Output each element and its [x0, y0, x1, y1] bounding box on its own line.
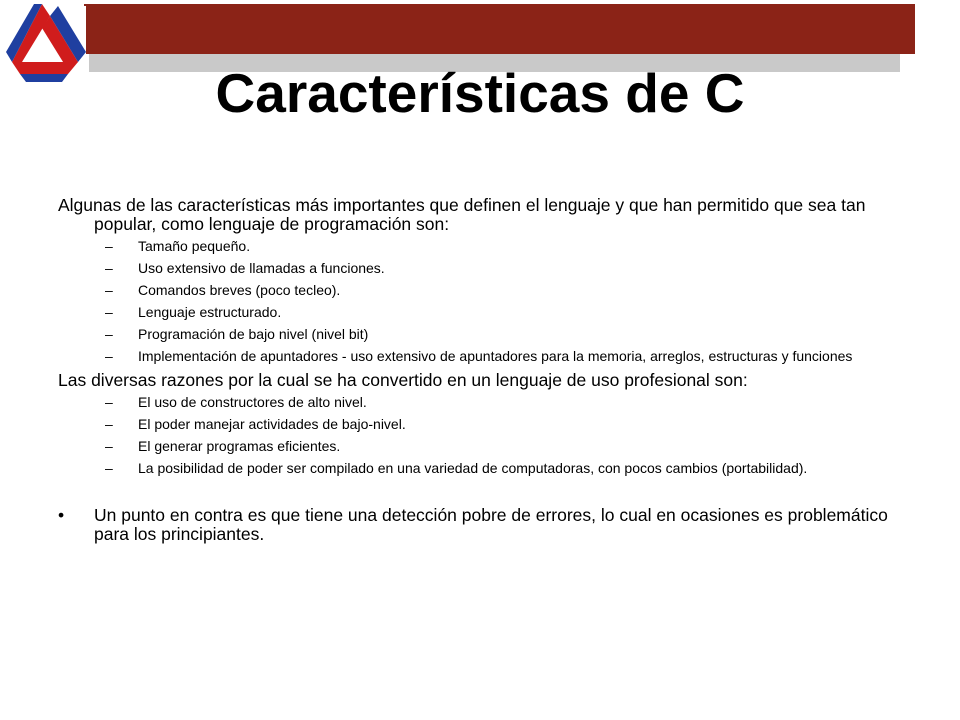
list-item	[58, 461, 908, 476]
list-item-text: Comandos breves (poco tecleo).	[138, 282, 341, 298]
list-item-text: Lenguaje estructurado.	[138, 304, 282, 320]
reasons-intro: Las diversas razones por la cual se ha convertido en un lenguaje de uso profesional son:	[58, 370, 748, 390]
list-item-text: El uso de constructores de alto nivel.	[138, 394, 367, 410]
dash-marker: –	[105, 304, 113, 320]
list-item	[58, 417, 908, 432]
con-bullet	[58, 506, 908, 544]
dash-marker: –	[105, 416, 113, 432]
dash-marker: –	[105, 326, 113, 342]
reasons-list	[58, 395, 908, 476]
list-item-text: Programación de bajo nivel (nivel bit)	[138, 326, 369, 342]
slide-title: Características de C	[215, 62, 745, 124]
con-text: Un punto en contra es que tiene una detección pobre de errores, lo cual en ocasiones es problemático para los principiantes.	[94, 505, 888, 544]
list-item-text: El poder manejar actividades de bajo-nivel.	[138, 416, 406, 432]
list-item-text: Uso extensivo de llamadas a funciones.	[138, 260, 385, 276]
dash-marker: –	[105, 460, 113, 476]
list-item	[58, 239, 908, 254]
list-item-text: Tamaño pequeño.	[138, 238, 251, 254]
features-intro: Algunas de las características más importantes que definen el lenguaje y que han permitido que sea tan popular, como lenguaje de programación son:	[58, 195, 866, 234]
list-item	[58, 439, 908, 454]
list-item	[58, 261, 908, 276]
dash-marker: –	[105, 394, 113, 410]
list-item-text: Implementación de apuntadores - uso extensivo de apuntadores para la memoria, arreglos, estructuras y funciones	[138, 348, 853, 364]
bullet-marker: •	[58, 505, 65, 525]
dash-marker: –	[105, 260, 113, 276]
features-list	[58, 239, 908, 364]
list-item-text: El generar programas eficientes.	[138, 438, 341, 454]
header-band	[84, 4, 915, 54]
list-item	[58, 349, 908, 364]
list-item	[58, 327, 908, 342]
dash-marker: –	[105, 282, 113, 298]
list-item	[58, 283, 908, 298]
dash-marker: –	[105, 348, 113, 364]
dash-marker: –	[105, 438, 113, 454]
list-item	[58, 305, 908, 320]
list-item-text: La posibilidad de poder ser compilado en una variedad de computadoras, con pocos cambios (portabilidad).	[138, 460, 808, 476]
dash-marker: –	[105, 238, 113, 254]
slide-content	[58, 196, 908, 544]
list-item	[58, 395, 908, 410]
